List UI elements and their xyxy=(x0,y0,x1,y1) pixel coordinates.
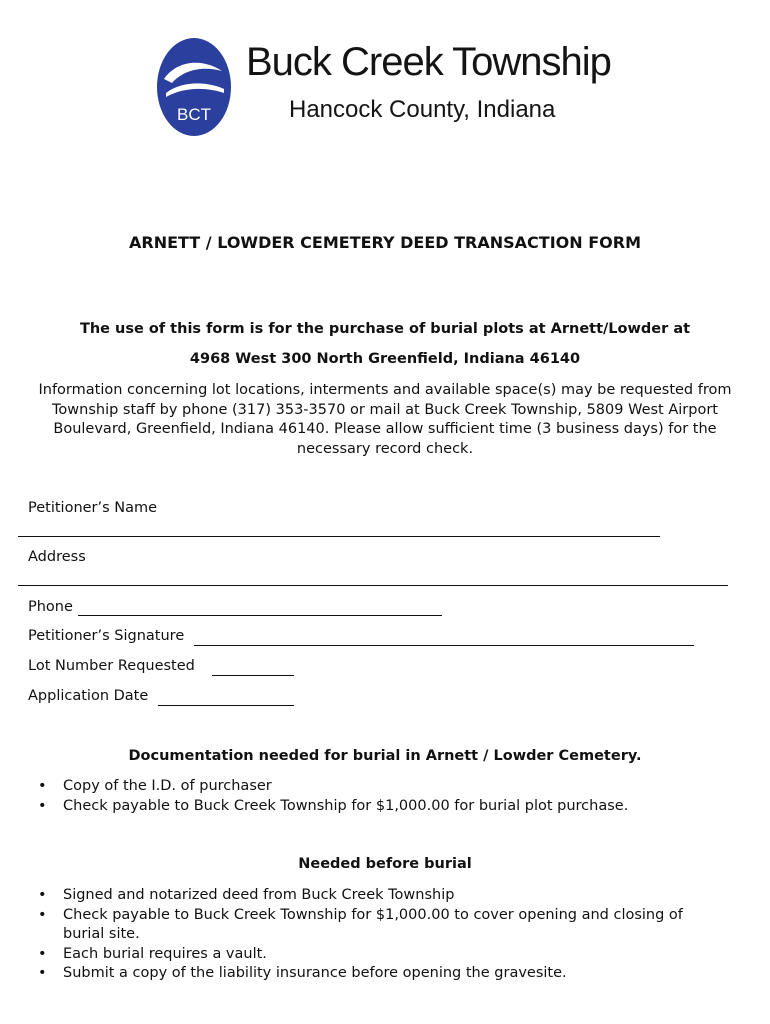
before-burial-list xyxy=(28,886,728,984)
intro-line-1: The use of this form is for the purchase of burial plots at Arnett/Lowder at xyxy=(79,321,691,337)
info-paragraph: Information concerning lot locations, interments and available space(s) may be requested from Township staff by phone (317) 353-3570 or mail at Buck Creek Township, 5809 West Airport Boulevard, Greenfield, Indiana 46140. Please allow sufficient time (3 business days) for the necessary record check. xyxy=(38,382,732,457)
address-line[interactable] xyxy=(18,585,728,586)
before-burial-heading: Needed before burial xyxy=(298,856,472,872)
list-item: • Copy of the I.D. of purchaser xyxy=(28,777,748,797)
list-item: • Each burial requires a vault. xyxy=(28,945,728,965)
petitioner-name-label: Petitioner’s Name xyxy=(28,500,158,516)
signature-label: Petitioner’s Signature xyxy=(28,628,185,644)
lot-number-label: Lot Number Requested xyxy=(28,658,195,674)
township-logo xyxy=(156,37,232,137)
list-item: • Check payable to Buck Creek Township for $1,000.00 to cover opening and closing of burial site. xyxy=(28,906,728,945)
signature-line[interactable] xyxy=(194,645,694,646)
address-label: Address xyxy=(28,549,86,565)
intro-line-2: 4968 West 300 North Greenfield, Indiana 46140 xyxy=(189,351,581,367)
documentation-list xyxy=(28,777,748,816)
application-date-label: Application Date xyxy=(28,688,149,704)
petitioner-name-line[interactable] xyxy=(18,536,660,537)
lot-number-line[interactable] xyxy=(212,675,294,676)
phone-label: Phone xyxy=(28,599,73,615)
logo-text: BCT xyxy=(177,105,211,124)
list-item: • Check payable to Buck Creek Township for $1,000.00 for burial plot purchase. xyxy=(28,797,748,817)
form-title: ARNETT / LOWDER CEMETERY DEED TRANSACTION FORM xyxy=(129,233,641,252)
org-name: Buck Creek Township xyxy=(246,40,611,84)
documentation-heading: Documentation needed for burial in Arnett / Lowder Cemetery. xyxy=(128,748,642,764)
org-subtitle: Hancock County, Indiana xyxy=(289,96,556,123)
list-item: • Submit a copy of the liability insurance before opening the gravesite. xyxy=(28,964,728,984)
list-item: • Signed and notarized deed from Buck Creek Township xyxy=(28,886,728,906)
application-date-line[interactable] xyxy=(158,705,294,706)
phone-line[interactable] xyxy=(78,615,442,616)
